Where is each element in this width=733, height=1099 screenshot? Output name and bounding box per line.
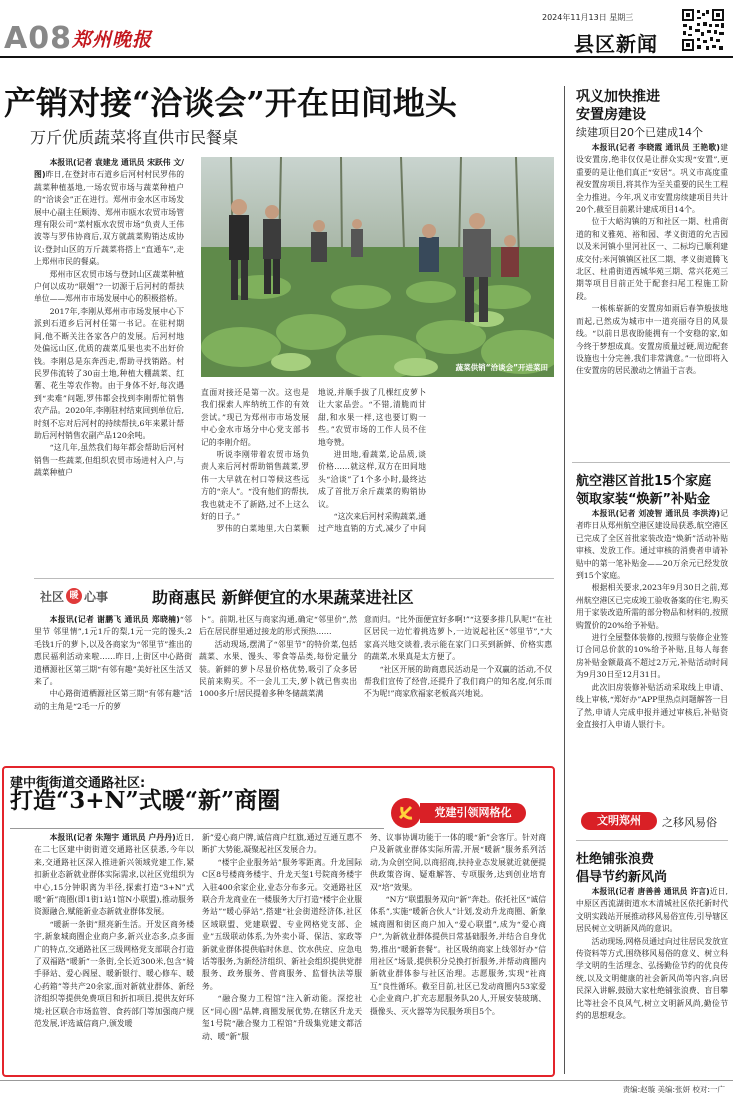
- date-line: 2024年11月13日 星期三: [542, 13, 634, 22]
- right-rule-1: [572, 462, 730, 463]
- gongyi-headline-line1: 巩义加快推进: [576, 89, 660, 105]
- community-column-1: 本报讯(记者 谢鹏飞 通讯员 郑晓楠)“邻里节 邻里情”,1元1斤的梨,1元一完的馒头,2毛钱1斤的萝卜,以及各商家为“邻里节”推出的惠民福利活动来啦……昨日,上街区中心路街道栖源社区第三期“有邻有趣”美好社区生活又来了。 中心路街道栖源社区第三期“有邻有趣”活动的主角是“2毛一斤的萝: [34, 615, 192, 711]
- footer-credits: 责编:赵璇 美编:张妍 校对:一广: [622, 1085, 725, 1094]
- page-number: A08: [4, 21, 72, 56]
- gongyi-byline: 本报讯(记者 李晓霞 通讯员 王艳歌): [591, 143, 720, 152]
- warm-heart-icon: 暖: [66, 588, 82, 604]
- gongyi-subhead: 续建项目20个已建成14个: [576, 126, 703, 139]
- hangkong-headline-line2: 领取家装“焕新”补贴金: [576, 492, 711, 507]
- hangkong-byline: 本报讯(记者 刘凌智 通讯员 李洪涛): [591, 509, 720, 518]
- paper-logo: 郑州晚报: [72, 29, 153, 51]
- jianzhong-rule: [10, 828, 384, 829]
- section-rule: [34, 578, 554, 579]
- lead-byline: 本报讯(记者 袁建龙 通讯员 宋跃伟 文/图): [34, 158, 184, 180]
- community-column-2: 卜”。前期,社区与商家沟通,确定“邻里价”,然后在居民群里通过接龙的形式预热…… 活动现场,摆满了“邻里节”的特价菜,包括蔬菜、水果、馒头、零食等品类,每份定量分装。新鲜的萝卜尽显价格优势,吸引了众多居民前来购买。不一会儿工夫,萝卜就已售卖出1000多斤!居民提着多种冬储蔬菜满: [199, 615, 357, 699]
- wenming-headline-line2: 倡导节约新风尚: [576, 870, 668, 885]
- wenming-banner-sub: 之移风易俗: [662, 816, 717, 829]
- wenming-byline: 本报讯(记者 唐善善 通讯员 许言): [591, 887, 710, 896]
- section-title: 县区新闻: [574, 32, 658, 56]
- hangkong-headline-line1: 航空港区首批15个家庭: [576, 474, 712, 489]
- community-tag: 社区 暖 心事: [40, 589, 109, 604]
- gongyi-body: 本报讯(记者 李晓霞 通讯员 王艳歌)建设安置房,绝非仅仅是让群众实现“安置”,更重要的是让他们真正“安居”。巩义市高度重视安置房项目,将其作为至关重要的民生工程全力推进。今年,巩义市安置房续建项目共计20个,截至目前累计建成项目14个。 位于大峪沟镇的万和社区一期、杜甫街道的和义雅苑、裕和园、孝义街道的允吉园以及米河镇小里河社区一、二标均已顺利建成交付;米河镇镇区社区二期、孝义街道腾飞北区、杜甫街道西城华苑三期、常兴花苑三期等项目目前正处于配套扫尾工程施工阶段。 一栋栋崭新的安置房如雨后春笋般拔地而起,已然成为城市中一道亮丽夺目的风景线。“以前日思夜盼能拥有一个安稳的家,如今终于梦想成真。安置房质量过硬,周边配套设施也十分完善,我们非常满意。”一位即将入住安置房的居民激动之情溢于言表。: [576, 143, 728, 376]
- masthead-rule: [0, 56, 733, 58]
- party-badge: 党建引领网格化: [420, 803, 526, 823]
- lead-column-1: 本报讯(记者 袁建龙 通讯员 宋跃伟 文/图)昨日,在登封市石道乡后河村村民罗伟的蔬菜种植基地,一场农贸市场与蔬菜种植户的“洽谈会”正在进行。郑州市金水区市场发展中心副主任顾涛、郑州市瓯水农贸市场管理有限公司“菜村瓯水农贸市场”负责人王伟波等与罗伟协商后,双方就蔬菜购销达成协议:登封山区的万斤蔬菜将搭上“直通车”,走上郑州市民的餐桌。 郑州市区农贸市场与登封山区蔬菜种植户何以成功“联姻”?一切源于后河村的帮扶单位——郑州市市场发展中心的积极搭桥。 2017年,李刚从郑州市市场发展中心下派到石道乡后河村任第一书记。在驻村期间,他不断关注各家各户的发展。后河村地处偏远山区,优质的蔬菜瓜果也卖不出好价钱。李刚总是东奔西走,帮助寻找销路。村民罗伟流转了30亩土地,种植大棚蔬菜、红薯、花生等农作物。由于身体不好,每次遇到“卖难”问题,罗伟都会找到李刚帮忙销售农产品。2020年,李刚驻村结束回到单位后,时刻不忘对后河村的持续帮扶,6年来累计帮助后河村销售农副产品120余吨。 “这几年,虽然我们每年都会帮助后河村销售一些蔬菜,但组织农贸市场进村入户,与蔬菜种植户: [34, 158, 184, 478]
- lead-column-2: 直面对接还是第一次。这也是我们探索人库纳统工作的有效尝试。”现已为郑州市市场发展中心金水市场分中心党支部书记的李刚介绍。 听说李刚带着农贸市场负责人来后河村帮助销售蔬菜,罗伟一大早就在村口等候这些远方的“亲人”。“没有他们的帮扶,我也就走不了新路,过不上这么好的日子。” 罗伟的白菜地里,大白菜颗: [201, 388, 309, 534]
- lead-column-3: 地说,并顺手拔了几棵红皮萝卜让大家品尝。“不错,清脆而甘甜,和水果一样,这也要订购一些。”农贸市场的工作人员不住地夸赞。 进田地,看蔬菜,论品质,谈价格……就这样,双方在田间地头“洽谈”了1个多小时,最终达成了首批万余斤蔬菜的购销协议。 “这次来后河村采购蔬菜,通过产地直销的方式,减少了中间: [318, 388, 426, 534]
- footer-rule: [0, 1080, 733, 1081]
- lead-photo: [201, 157, 554, 377]
- gongyi-headline-line2: 安置房建设: [576, 107, 646, 123]
- photo-caption: 蔬菜供销“洽谈会”开进菜田: [455, 363, 548, 372]
- party-emblem-icon: [391, 798, 421, 828]
- community-column-3: 意而归。“比外面便宜好多啊!”“这要多排几队呢!”在社区居民一边忙着挑选萝卜,一边说起社区“邻里节”,“大家高兴地交谈着,表示能在家门口买到新鲜、价格实惠的蔬菜,水果真是太方便了。 “社区开展的助商惠民活动是一个双赢的活动,不仅帮我们宣传了经营,还提升了我们商户的知名度,何乐而不为呢!”商家欣福家老板高兴地说。: [364, 615, 552, 699]
- jianzhong-column-1: 本报讯(记者 朱翔宇 通讯员 户丹丹)近日,在二七区建中街街道交通路社区获悉,今年以来,交通路社区深入推进新兴领域党建工作,紧扣新业态新就业群体实际需求,以社区党组织为中心,15分钟职离为半径,探索打造“3+N”式暖“新”商圈(即1街1站1馆N小联盟),推动服务资源融合,赋能新业态新就业群体发展。 “暖新一条街”照亮新生活。开发区商务楼宇,新象城商圈企业商户多,新兴业态多,点多面广的特点,交通路社区三级网格党支部联合打造了双福路“暖新”一条街,全长近300米,包含“骑手驿站、爱心阁屋、暖新银行、暖心修车、暖心药箱”等共产20余家,面对新就业群体、新经济组织等提供免费项目和折扣项目,提供友好环境;社区联合市场监管、食药部门等加强商户规范发展,评选诚信商户,颁发暖: [34, 833, 194, 1029]
- qr-code-icon[interactable]: [681, 8, 725, 52]
- wenming-rule: [576, 840, 728, 841]
- wenming-headline-line1: 杜绝铺张浪费: [576, 852, 655, 867]
- community-byline: 本报讯(记者 谢鹏飞 通讯员 郑晓楠): [49, 615, 180, 624]
- column-divider: [564, 86, 565, 1074]
- wenming-banner: 文明郑州: [581, 812, 657, 830]
- jianzhong-headline: 打造“3+N”式暖“新”商圈: [10, 787, 281, 814]
- jianzhong-column-2: 新”爱心商户牌,诚信商户红旗,通过互通互惠不断扩大势能,凝聚起社区发展合力。 “楼宇企业服务站”服务零距离。升龙国际C区8号楼商务楼宇、升龙天玺1号院商务楼宇入驻400余家企业,业态分布多元。交通路社区联合升龙商业在一楼服务大厅打造“楼宇企业服务站”“暖心驿站”,搭建“社会街道经济体,社区区域联盟、党建联盟、专业网格党支部、企业”五级联动体系,为外卖小哥、保洁、家政等新就业群体提供临时休息、饮水供应、应急电话等服务,为新经济组织、新社会组织提供党群服务、政务服务、营商服务、监督执法等服务。 “融合聚力工程馆”注入新动能。深挖社区“同心圆”品牌,商圈发展优势,在辖区升龙天玺1号院“融合聚力工程馆”升级集党建文都活动、暖“新”服: [202, 833, 362, 1041]
- jianzhong-kicker: 建中街街道交通路社区:: [10, 776, 146, 791]
- wenming-body: 本报讯(记者 唐善善 通讯员 许言)近日,中原区西流湖街道水木清城社区依托新时代文明实践站开展推动移风易俗宣传,引导辖区居民树立文明新风尚的意识。 活动现场,网格员通过向过往居民发放宣传资料等方式,围绕移风易俗的意义、树立科学文明的生活理念、弘扬勤俭节约的优良传统,以及文明健康的社会新风尚等内容,向居民深入讲解,鼓励大家杜绝铺张浪费、盲目攀比等社会不良风气,树立文明新风尚,勤俭节约的思想观念。: [576, 887, 728, 1021]
- community-headline: 助商惠民 新鲜便宜的水果蔬菜进社区: [152, 588, 414, 607]
- jianzhong-column-3: 务、议事协调功能于一体的暖“新”会客厅。针对商户及新就业群体实际所需,开展“暖新”服务系列活动,为众创空间,以商招商,扶持业态发展就近就便提供政策咨询、疑难解答、专项服务,达到创业培育双“培”效果。 “N方”联盟服务双向“新”奔赴。依托社区“诚信体系”,实施“暖新合伙人”计划,发动升龙商圈、新象城商圈和街区商户加入“爱心联盟”,成为“爱心商户”,为新就业群体提供日常基础服务,并结合自身优势,推出“暖新套餐”。社区吸纳商家上线邻好办“信用社区”场景,提供积分兑换打折服务,并帮动商圈内新就业群体参与社区治理。志愿服务,实现“社商互”良性循环。截至目前,社区已发动商圈内53家爱心企业商户,扩充志愿服务队20人,开展安装玻璃、摄像头、灭火器等为民服务项目5个。: [370, 833, 546, 1016]
- jianzhong-byline: 本报讯(记者 朱翔宇 通讯员 户丹丹): [49, 833, 176, 842]
- lead-headline: 产销对接“洽谈会”开在田间地头: [4, 84, 457, 122]
- lead-subhead: 万斤优质蔬菜将直供市民餐桌: [30, 128, 239, 147]
- hangkong-body: 本报讯(记者 刘凌智 通讯员 李洪涛)记者昨日从郑州航空港区建设局获悉,航空港区已完成了全区首批家装改造“焕新”活动补贴审核、发放工作。通过审核的消费者申请补贴中的第一笔补贴金——20万余元已经发放到15个家庭。 根据相关要求,2023年9月30日之前,郑州航空港区已完成竣工验收备案的住宅,购买用于家装改造所需的部分物品和材料的,按照购置价的20%给予补贴。 进行全屋整体装修的,按照与装修企业签订合同总价款的10%给予补贴,且每人每套房补贴金额最高不超过2万元,补贴活动时间为9月30日至12月31日。 此次旧房装修补贴活动采取线上申请、线上审核,“郑好办”APP里热点问题解答一目了然,申请人完成申报并通过审核后,补贴资金直接打入申请人银行卡。: [576, 509, 728, 729]
